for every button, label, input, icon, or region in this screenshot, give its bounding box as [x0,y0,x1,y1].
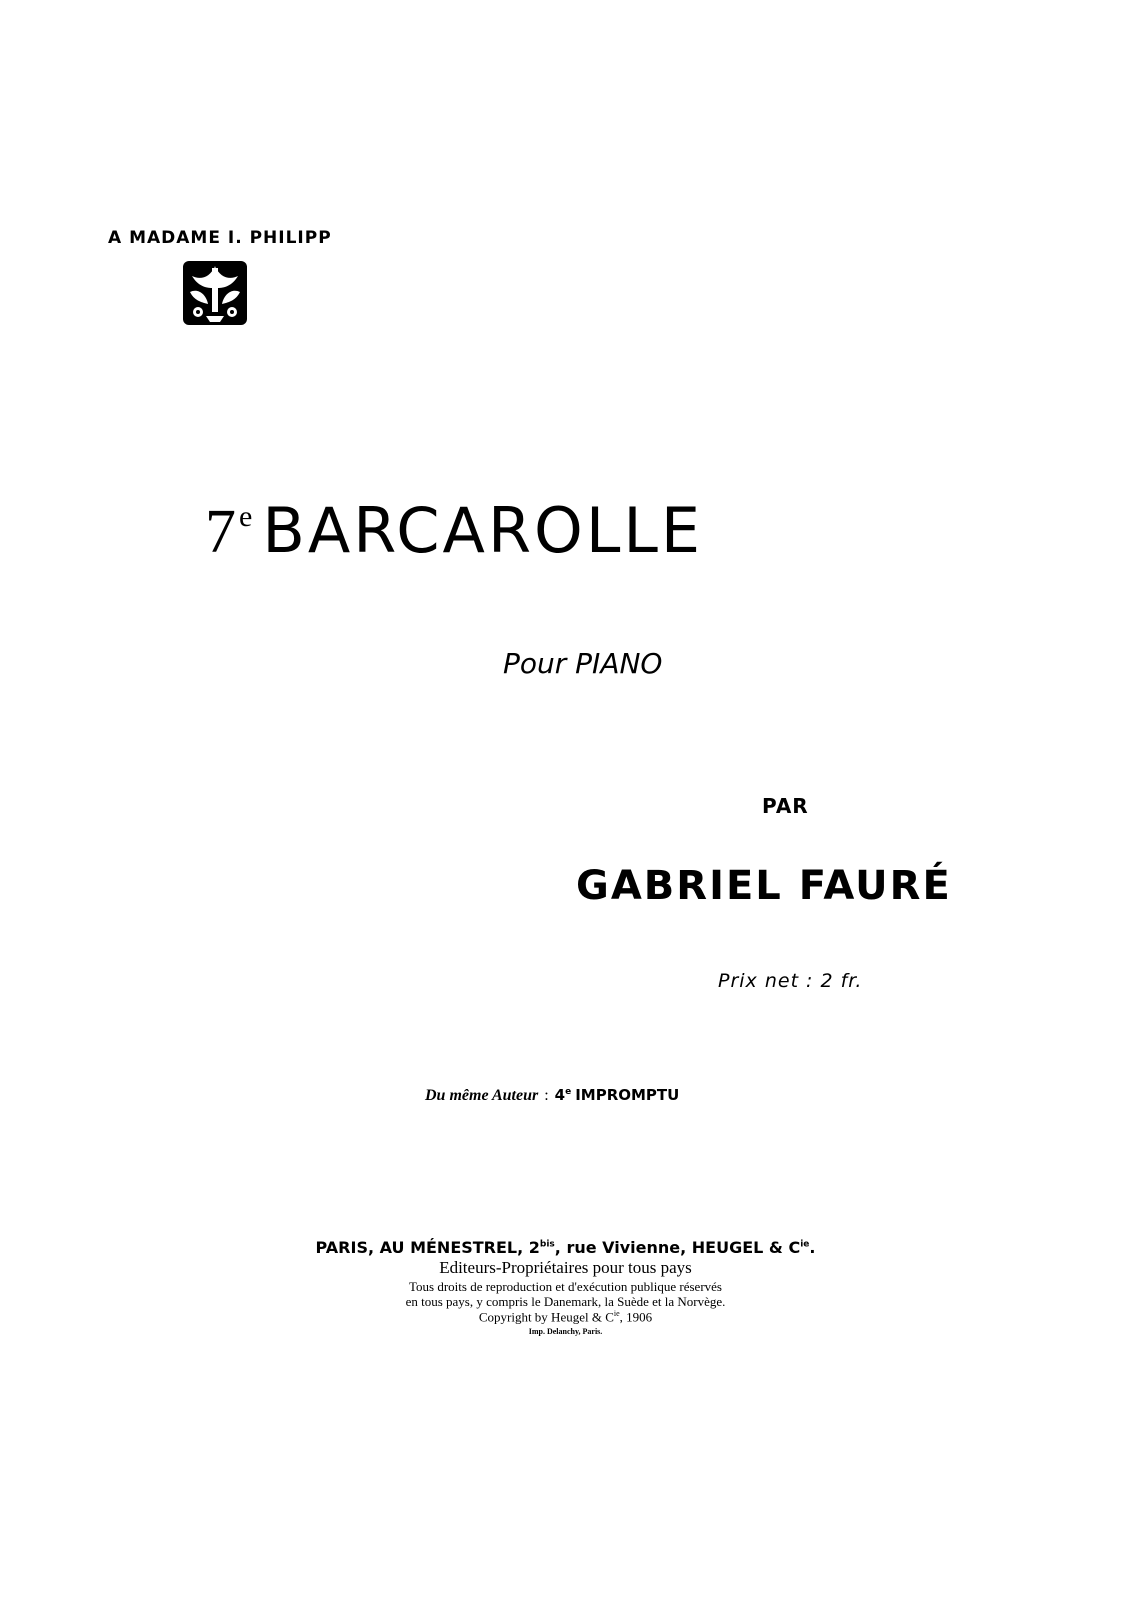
publisher-line-part1: PARIS, AU MÉNESTREL, 2 [315,1238,540,1257]
publisher-line-sup2: ie [800,1239,810,1250]
printer-line: Imp. Delanchy, Paris. [528,1327,603,1336]
also-by-line [425,1086,679,1105]
copyright-part1: Copyright by Heugel & C [478,1309,614,1325]
copyright-line [0,1309,1131,1325]
composer-name: GABRIEL FAURÉ [576,863,952,909]
copyright-part2: , 1906 [619,1309,653,1325]
also-by-label: Du même Auteur [425,1087,539,1104]
price: Prix net : 2 fr. [718,970,863,992]
also-by-number: 4 [554,1086,566,1104]
publisher-line-part2: , rue Vivienne, HEUGEL & C [554,1238,801,1257]
title-number: 7 [205,498,239,566]
rights-line-2: en tous pays, y compris le Danemark, la Suède et la Norvège. [405,1294,726,1309]
copyright-sup: ie [613,1309,620,1318]
publisher-line-sup1: bis [539,1239,555,1250]
dedication: A MADAME I. PHILIPP [108,228,332,248]
by-label: PAR [762,794,809,818]
publisher-rights-line: Editeurs-Propriétaires pour tous pays [439,1258,692,1277]
subtitle: Pour PIANO [503,647,663,680]
title-main: BARCAROLLE [262,494,704,567]
publisher-line-end: . [809,1238,816,1257]
title-superscript: e [239,500,253,533]
also-by-superscript: e [565,1087,572,1097]
also-by-work: IMPROMPTU [575,1086,680,1104]
art-nouveau-ornament-icon [180,258,250,328]
also-by-separator: : [544,1087,549,1104]
publisher-line [0,1238,1131,1257]
rights-line-1: Tous droits de reproduction et d'exécution publique réservés [409,1279,722,1294]
page-title [205,494,704,567]
